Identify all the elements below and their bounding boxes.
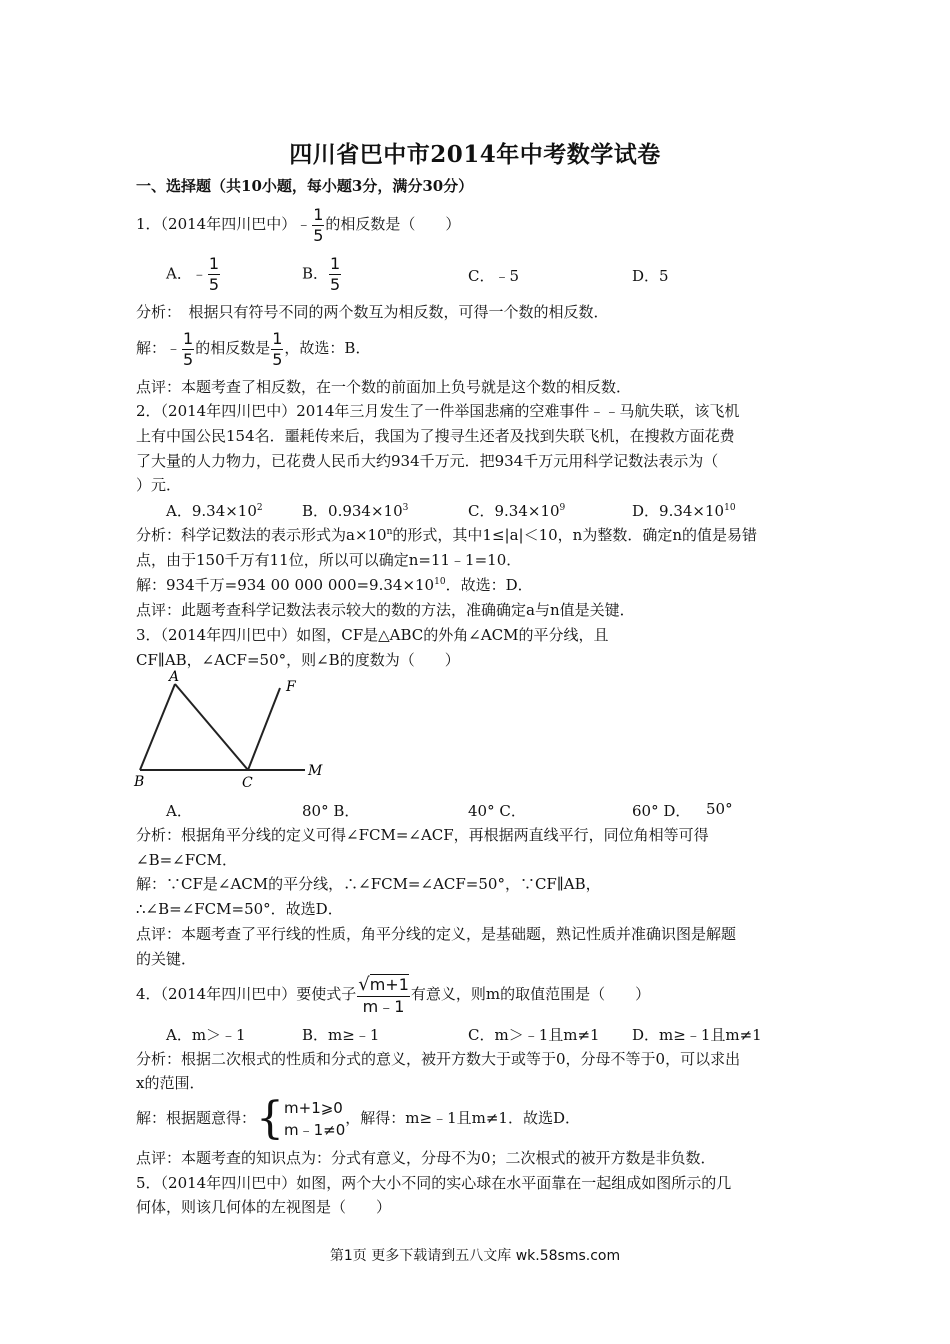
page-title: 四川省巴中市2014年中考数学试卷 <box>289 141 661 168</box>
system-brace: { <box>256 1093 285 1144</box>
q4-denominator: m﹣1 <box>362 996 405 1016</box>
q3-solution-2: ∴∠B=∠FCM=50°．故选D． <box>136 900 343 918</box>
label-a: A <box>169 669 180 685</box>
label-b: B <box>134 774 145 790</box>
q2-solution-exp: 10 <box>434 577 446 587</box>
q4-system-eq-2: m﹣1≠0 <box>284 1121 346 1139</box>
q3-solution-1: 解：∵CF是∠ACM的平分线，∴∠FCM=∠ACF=50°，∵CF∥AB， <box>136 875 601 893</box>
q4-radicand: m+1 <box>369 974 409 994</box>
segment-cf <box>248 688 280 770</box>
q1-analysis: 分析： 根据只有符号不同的两个数互为相反数，可得一个数的相反数． <box>136 303 609 321</box>
page-footer: 第1页 更多下载请到五八文库 wk.58sms.com <box>329 1248 621 1264</box>
q2-comment: 点评：此题考查科学记数法表示较大的数的方法，准确确定a与n值是关键． <box>136 601 635 619</box>
q1-solution-num-2: 1 <box>272 328 283 348</box>
q2-option-a <box>166 500 263 521</box>
q1-solution-frac-2 <box>271 328 283 369</box>
q1-solution <box>136 330 370 368</box>
q2-option-d-text: D．9.34×10 <box>632 502 725 520</box>
q2-solution-a: 解：934千万=934 00 000 000=9.34×10 <box>136 576 435 594</box>
q4-prefix: 4．（2014年四川巴中）要使式子 <box>136 985 357 1003</box>
q4-option-d: D．m≥﹣1且m≠1 <box>632 1026 762 1044</box>
q4-comment: 点评：本题考查的知识点为：分式有意义，分母不为0；二次根式的被开方数是非负数． <box>136 1149 716 1167</box>
q1-solution-den-2: 5 <box>272 349 283 369</box>
q1-frac-num: 1 <box>313 204 324 224</box>
q1-option-a-den: 5 <box>208 275 220 294</box>
q1-option-b-den: 5 <box>330 275 341 294</box>
q3-line-1: 3．（2014年四川巴中）如图，CF是△ABC的外角∠ACM的平分线，且 <box>136 626 609 644</box>
q2-line-3: 了大量的人力物力，已花费人民币大约934千万元．把934千万元用科学记数法表示为（ <box>136 452 719 470</box>
q4-option-a: A．m＞﹣1 <box>166 1026 246 1044</box>
q1-solution-end: ，故选：B． <box>284 339 371 357</box>
label-c: C <box>242 775 253 791</box>
q3-comment-1: 点评：本题考查了平行线的性质，角平分线的定义，是基础题，熟记性质并准确识图是解题 <box>136 925 737 943</box>
q1-option-d: D．5 <box>632 267 669 285</box>
segment-ac <box>175 684 248 770</box>
q1-suffix: 的相反数是（ ） <box>325 215 461 233</box>
q1-option-c: C．﹣5 <box>468 267 520 285</box>
q2-option-c <box>468 500 565 521</box>
q4-solution-prefix: 解：根据题意得： <box>136 1109 257 1127</box>
q1-prefix: 1．（2014年四川巴中） <box>136 215 297 233</box>
q1-frac-den: 5 <box>313 225 324 245</box>
question-1 <box>136 206 460 244</box>
q2-line-2: 上有中国公民154名．噩耗传来后，我国为了搜寻生还者及找到失联飞机，在搜救方面花费 <box>136 427 735 445</box>
q5-line-2: 何体，则该几何体的左视图是（ ） <box>136 1198 392 1216</box>
q2-line-1: 2．（2014年四川巴中）2014年三月发生了一件举国悲痛的空难事件﹣﹣马航失联，该飞机 <box>136 402 740 420</box>
q3-option-c-value: 60° D． <box>632 802 691 820</box>
q2-analysis-1b: 的形式，其中1≤|a|＜10，n为整数．确定n的值是易错 <box>392 526 757 544</box>
q4-system <box>284 1097 345 1141</box>
q3-option-a-value: 80° B． <box>302 802 360 820</box>
q1-option-b <box>302 256 342 293</box>
q2-solution-b: ．故选：D． <box>445 576 533 594</box>
question-4 <box>136 968 650 1020</box>
q1-option-a-neg: ﹣ <box>191 264 207 283</box>
q1-option-a-label: A． <box>166 264 192 283</box>
q2-solution <box>136 575 533 595</box>
q3-option-a: A． <box>166 802 192 820</box>
label-f: F <box>286 679 296 695</box>
q4-suffix: 有意义，则m的取值范围是（ ） <box>410 985 651 1003</box>
q1-solution-neg: ﹣ <box>166 339 182 357</box>
q4-option-c: C．m＞﹣1且m≠1 <box>468 1026 600 1044</box>
q1-option-a-fraction <box>208 256 220 293</box>
q2-option-b-text: B．0.934×10 <box>302 502 403 520</box>
label-m: M <box>308 763 323 779</box>
q2-analysis-1a: 分析：科学记数法的表示形式为a×10 <box>136 526 387 544</box>
q1-option-b-label: B． <box>302 264 329 283</box>
section-heading: 一、选择题（共10小题，每小题3分，满分30分） <box>136 177 474 195</box>
q2-line-4: ）元． <box>136 476 182 494</box>
q4-analysis-1: 分析：根据二次根式的性质和分式的意义，被开方数大于或等于0，分母不等于0，可以求出 <box>136 1050 741 1068</box>
q2-option-b <box>302 500 408 521</box>
q4-solution-suffix: ，解得：m≥﹣1且m≠1．故选D． <box>345 1109 580 1127</box>
segment-ab <box>140 684 175 770</box>
triangle-figure <box>130 668 335 793</box>
q3-comment-2: 的关键． <box>136 950 197 968</box>
q2-option-c-exp: 9 <box>559 503 566 513</box>
q2-option-c-text: C．9.34×10 <box>468 502 560 520</box>
q2-option-b-exp: 3 <box>402 503 409 513</box>
q3-analysis-2: ∠B=∠FCM． <box>136 851 237 869</box>
q4-analysis-2: x的范围． <box>136 1074 205 1092</box>
q2-option-a-exp: 2 <box>256 503 263 513</box>
q1-comment: 点评：本题考查了相反数，在一个数的前面加上负号就是这个数的相反数． <box>136 378 632 396</box>
q2-analysis-1 <box>136 525 757 545</box>
q4-solution <box>136 1094 580 1142</box>
q3-line-2: CF∥AB，∠ACF=50°，则∠B的度数为（ ） <box>136 651 460 669</box>
q1-solution-prefix: 解： <box>136 339 167 357</box>
q4-radical <box>357 973 410 997</box>
q3-option-d-value: 50° <box>706 800 733 818</box>
q3-analysis-1: 分析：根据角平分线的定义可得∠FCM=∠ACF，再根据两直线平行，同位角相等可得 <box>136 826 709 844</box>
q1-option-a-num: 1 <box>208 254 220 273</box>
q1-neg: ﹣ <box>296 215 312 233</box>
q2-option-d <box>632 500 736 521</box>
q2-analysis-exp: n <box>386 527 393 537</box>
q1-option-b-num: 1 <box>330 254 341 273</box>
q1-solution-den-1: 5 <box>183 349 194 369</box>
q5-line-1: 5．（2014年四川巴中）如图，两个大小不同的实心球在水平面靠在一起组成如图所示的几 <box>136 1174 732 1192</box>
q2-option-d-exp: 10 <box>724 503 736 513</box>
q2-option-a-text: A．9.34×10 <box>166 502 257 520</box>
q1-solution-num-1: 1 <box>183 328 194 348</box>
q2-analysis-2: 点，由于150千万有11位，所以可以确定n=11﹣1=10． <box>136 551 522 569</box>
q1-solution-mid: 的相反数是 <box>195 339 271 357</box>
q1-option-a <box>166 256 221 293</box>
q1-solution-frac-1 <box>182 328 194 369</box>
sqrt-symbol: √ <box>358 973 370 995</box>
q1-option-b-fraction <box>329 256 341 293</box>
q1-fraction <box>312 204 324 245</box>
q3-option-b-value: 40° C． <box>468 802 526 820</box>
q4-fraction <box>357 973 410 1016</box>
q4-option-b: B．m≥﹣1 <box>302 1026 380 1044</box>
q4-system-eq-1: m+1⩾0 <box>284 1099 343 1117</box>
